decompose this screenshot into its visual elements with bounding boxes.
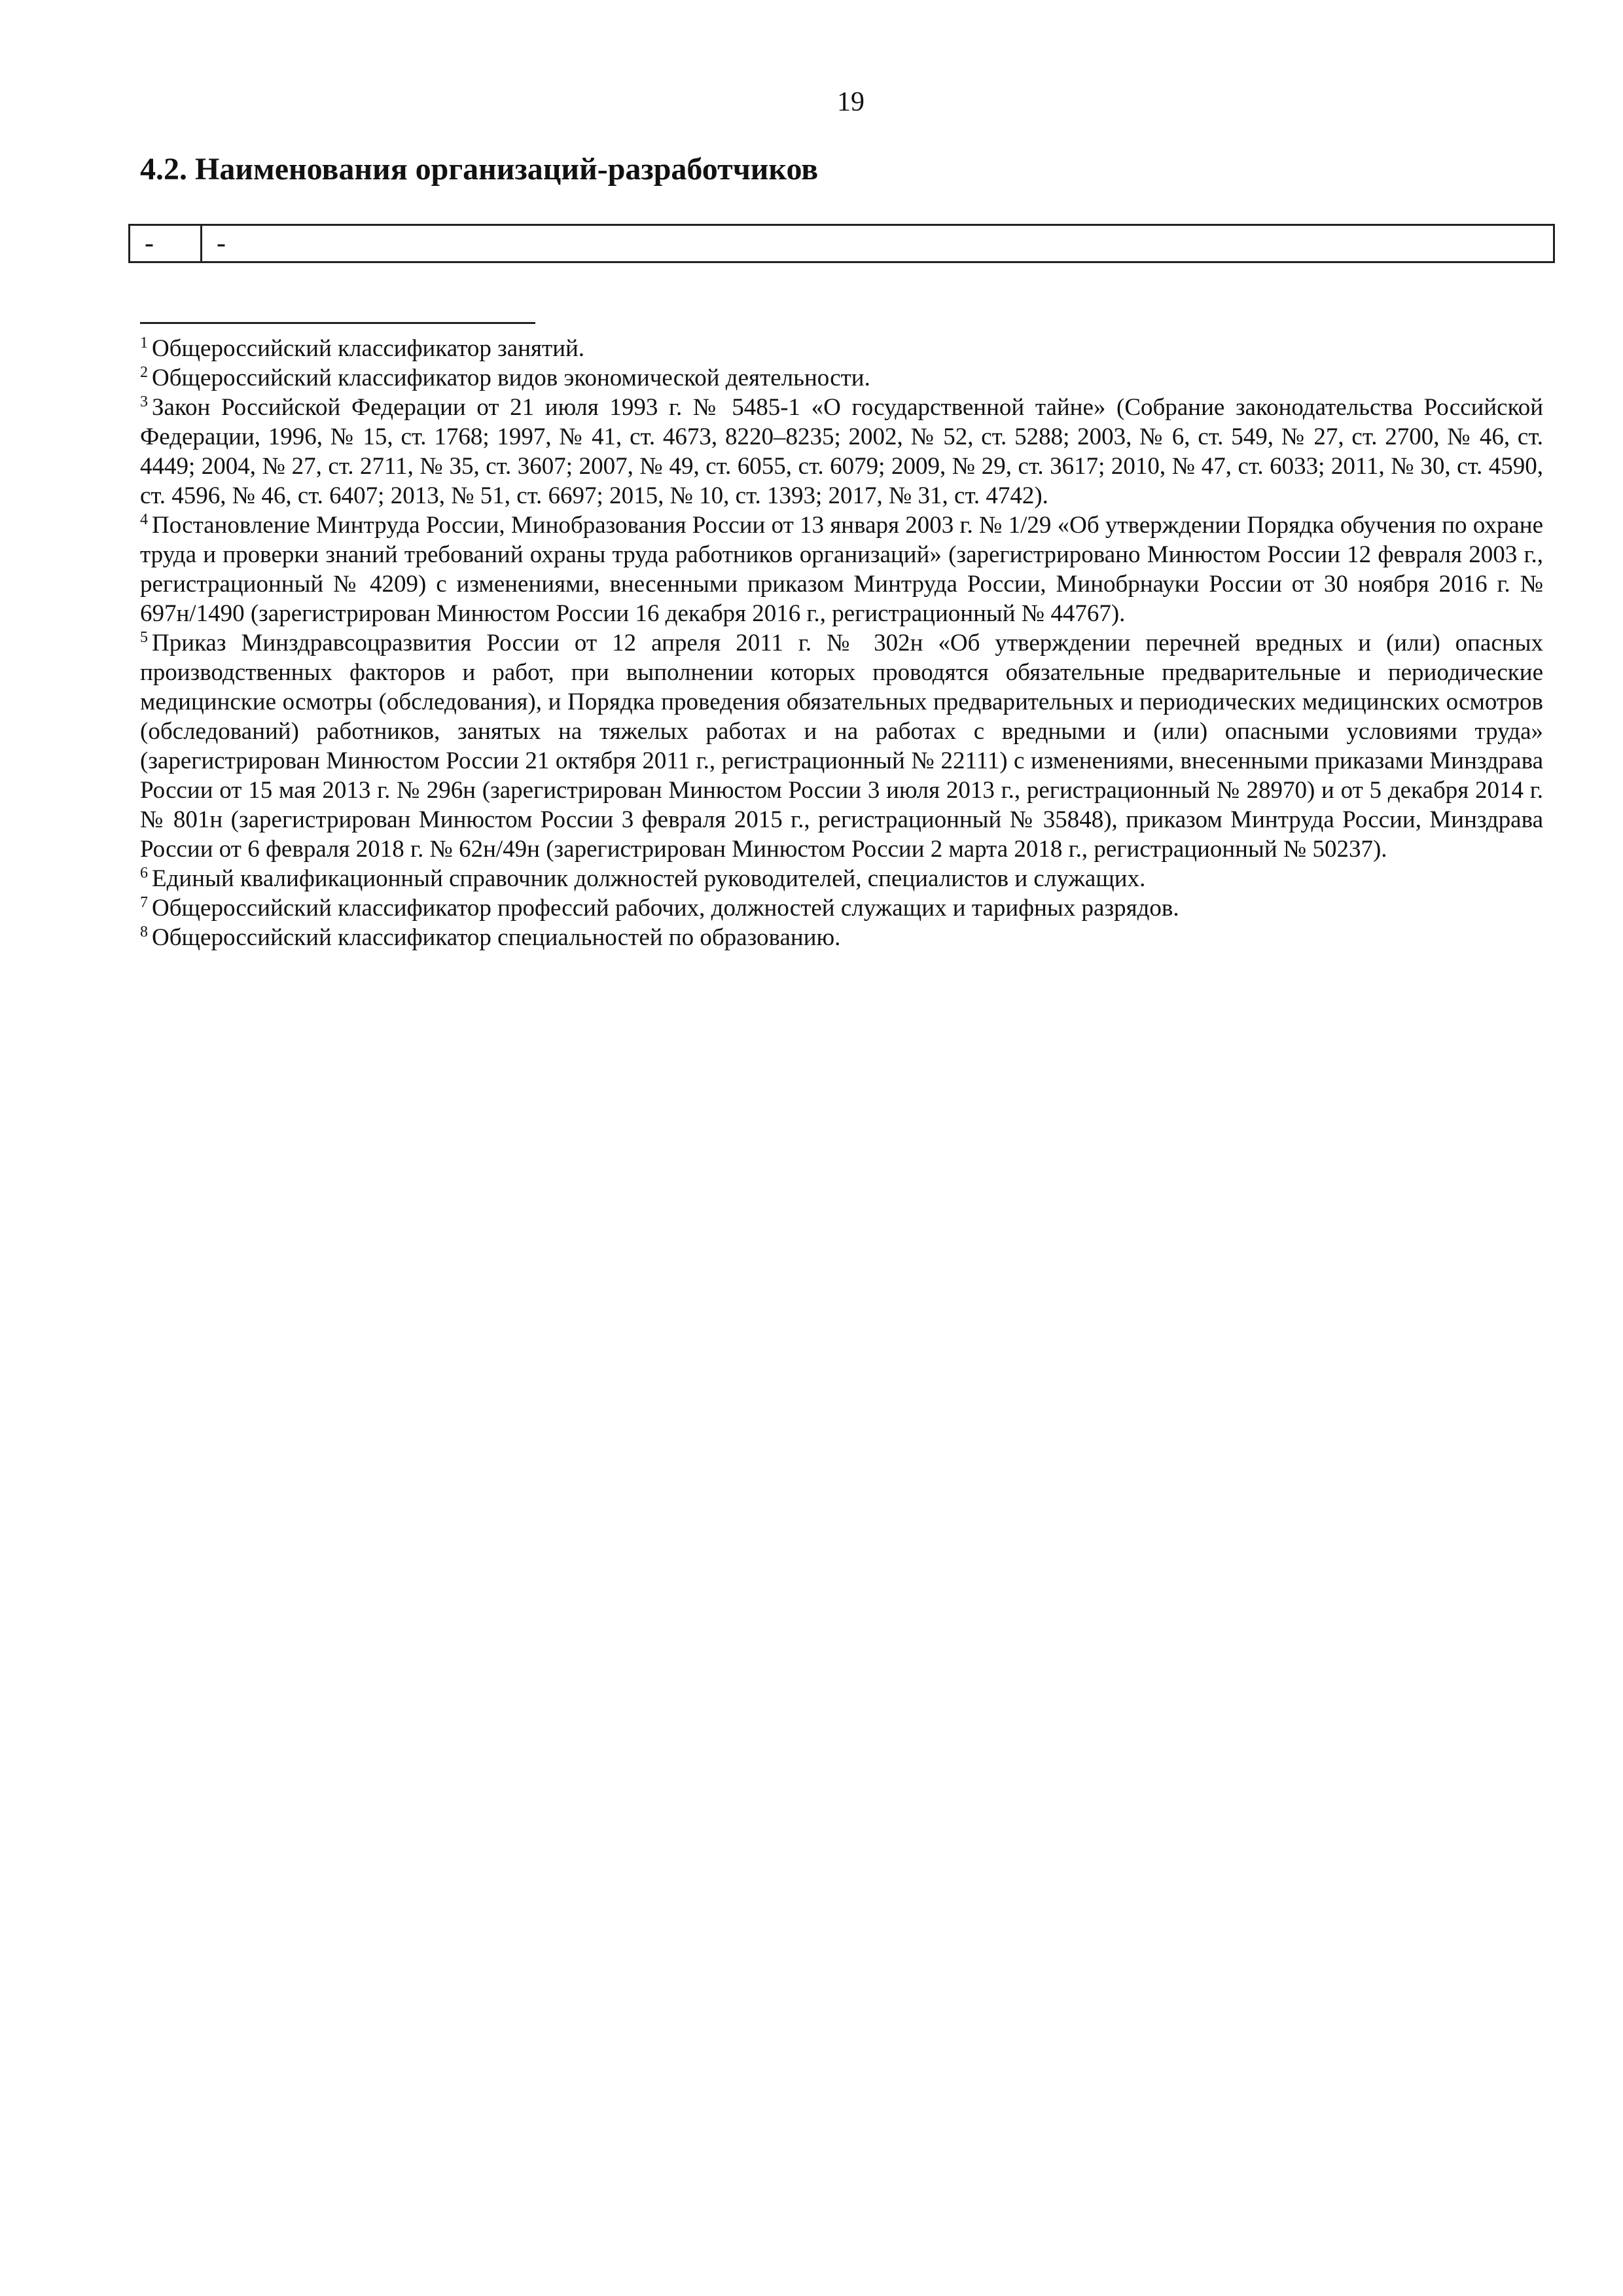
footnote-text: Общероссийский классификатор занятий.	[152, 335, 585, 362]
footnote-text: Общероссийский классификатор специальностей по образованию.	[152, 924, 841, 951]
footnote-text: Закон Российской Федерации от 21 июля 1993 г. № 5485-1 «О государственной тайне» (Собрание законодательства Российской Федерации, 1996, № 15, ст. 1768; 1997, № 41, ст. 4673, 8220–8235; 2002, № 52, ст. 5288; 2003, № 6, ст. 549, № 27, ст. 2700, № 46, ст. 4449; 2004, № 27, ст. 2711, № 35, ст. 3607; 2007, № 49, ст. 6055, ст. 6079; 2009, № 29, ст. 3617; 2010, № 47, ст. 6033; 2011, № 30, ст. 4590, ст. 4596, № 46, ст. 6407; 2013, № 51, ст. 6697; 2015, № 10, ст. 1393; 2017, № 31, ст. 4742).	[140, 394, 1543, 509]
footnote-mark: 1	[140, 334, 148, 351]
footnote-3	[140, 393, 1543, 511]
footnote-4	[140, 511, 1543, 628]
footnote-mark: 5	[140, 628, 148, 646]
footnote-mark: 8	[140, 923, 148, 941]
footnote-1	[140, 334, 1543, 363]
footnote-text: Единый квалификационный справочник должностей руководителей, специалистов и служащих.	[152, 865, 1146, 892]
footnote-2	[140, 363, 1543, 393]
footnote-8	[140, 923, 1543, 952]
footnote-text: Постановление Минтруда России, Минобразования России от 13 января 2003 г. № 1/29 «Об утверждении Порядка обучения по охране труда и проверки знаний требований охраны труда работников организаций» (зарегистрировано Минюстом России 12 февраля 2003 г., регистрационный № 4209) с изменениями, внесенными приказом Минтруда России, Минобрнауки России от 30 ноября 2016 г. № 697н/1490 (зарегистрирован Минюстом России 16 декабря 2016 г., регистрационный № 44767).	[140, 512, 1543, 627]
footnote-mark: 4	[140, 511, 148, 528]
developers-table-row	[128, 224, 1555, 263]
section-title: 4.2. Наименования организаций-разработчиков	[140, 152, 819, 187]
footnotes-list	[140, 334, 1543, 952]
footnote-text: Общероссийский классификатор профессий рабочих, должностей служащих и тарифных разрядов.	[152, 895, 1179, 922]
footnote-text: Общероссийский классификатор видов экономической деятельности.	[152, 365, 870, 391]
footnote-mark: 7	[140, 893, 148, 911]
footnote-mark: 2	[140, 363, 148, 381]
developer-number-cell: -	[130, 226, 202, 261]
footnote-7	[140, 893, 1543, 923]
footnote-mark: 3	[140, 393, 148, 410]
footnote-mark: 6	[140, 864, 148, 882]
footnote-5	[140, 628, 1543, 864]
page-number: 19	[837, 87, 865, 117]
developer-name-cell: -	[217, 228, 226, 259]
footnote-separator	[140, 322, 535, 324]
footnote-text: Приказ Минздравсоцразвития России от 12 апреля 2011 г. № 302н «Об утверждении перечней вредных и (или) опасных производственных факторов и работ, при выполнении которых проводятся обязательные предварительные и периодические медицинские осмотры (обследования), и Порядка проведения обязательных предварительных и периодических медицинских осмотров (обследований) работников, занятых на тяжелых работах и на работах с вредными и (или) опасными условиями труда» (зарегистрирован Минюстом России 21 октября 2011 г., регистрационный № 22111) с изменениями, внесенными приказами Минздрава России от 15 мая 2013 г. № 296н (зарегистрирован Минюстом России 3 июля 2013 г., регистрационный № 28970) и от 5 декабря 2014 г. № 801н (зарегистрирован Минюстом России 3 февраля 2015 г., регистрационный № 35848), приказом Минтруда России, Минздрава России от 6 февраля 2018 г. № 62н/49н (зарегистрирован Минюстом России 2 марта 2018 г., регистрационный № 50237).	[140, 630, 1543, 863]
footnote-6	[140, 864, 1543, 893]
